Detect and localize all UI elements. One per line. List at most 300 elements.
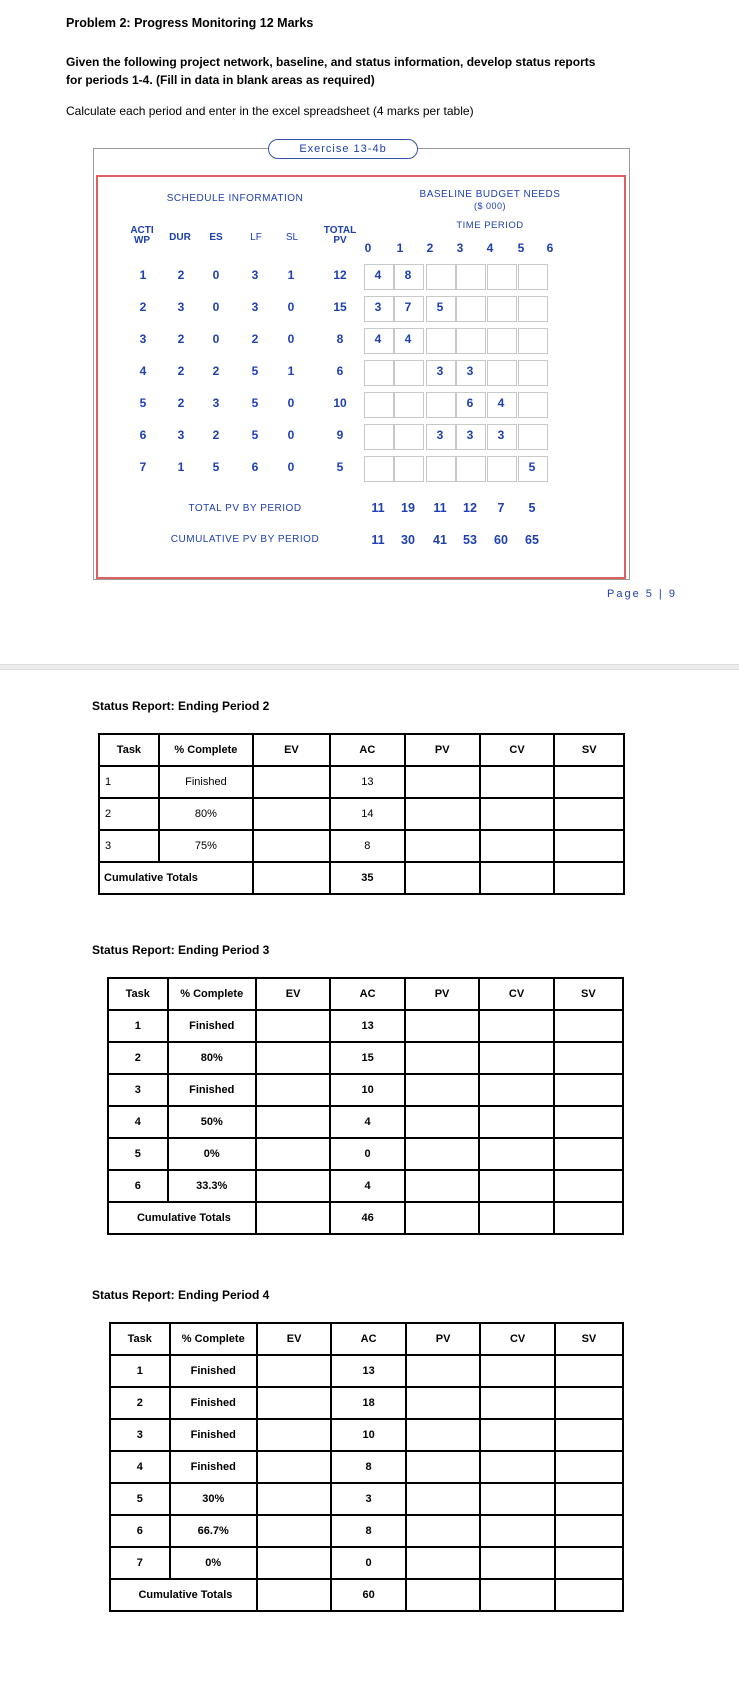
problem-description-line-2: for periods 1-4. (Fill in data in blank areas as required) <box>66 73 375 87</box>
column-header: AC <box>331 1323 406 1355</box>
pv-input-cell[interactable] <box>406 1387 481 1419</box>
baseline-cell-7-3 <box>426 456 456 482</box>
table-row <box>108 1170 623 1202</box>
percent-complete-cell: Finished <box>170 1387 257 1419</box>
pv-input-cell[interactable] <box>406 1419 481 1451</box>
percent-complete-cell: 0% <box>170 1547 257 1579</box>
total-cv-input-cell[interactable] <box>479 1202 553 1234</box>
task-cell: 6 <box>108 1170 168 1202</box>
total-sv-input-cell[interactable] <box>554 862 624 894</box>
sv-input-cell[interactable] <box>555 1355 623 1387</box>
column-header: % Complete <box>168 978 256 1010</box>
task-cell: 5 <box>110 1483 170 1515</box>
baseline-value-6-5: 3 <box>497 428 505 442</box>
sv-input-cell[interactable] <box>555 1387 623 1419</box>
column-header: Task <box>110 1323 170 1355</box>
schedule-dur-3: 2 <box>177 332 185 346</box>
cv-input-cell[interactable] <box>479 1010 553 1042</box>
schedule-dur-6: 3 <box>177 428 185 442</box>
task-cell: 2 <box>108 1042 168 1074</box>
schedule-pv-4: 6 <box>336 364 344 378</box>
table-row <box>108 1138 623 1170</box>
table-row <box>110 1387 623 1419</box>
period-2: 2 <box>426 241 434 255</box>
baseline-cell-3-4 <box>456 328 486 354</box>
ac-cell: 13 <box>331 1355 406 1387</box>
exercise-figure <box>0 0 739 600</box>
schedule-lf-4: 5 <box>251 364 259 378</box>
task-cell: 3 <box>99 830 159 862</box>
total-pv-period-2: 19 <box>401 501 415 515</box>
total-ac-cell: 60 <box>331 1579 406 1611</box>
col-header-pv-2: PV <box>333 235 347 246</box>
ev-input-cell[interactable] <box>257 1547 332 1579</box>
percent-complete-cell: 0% <box>168 1138 256 1170</box>
schedule-es-7: 5 <box>212 460 220 474</box>
schedule-pv-1: 12 <box>333 268 347 282</box>
baseline-cell-3-5 <box>487 328 517 354</box>
col-header-es: ES <box>209 232 223 243</box>
table-header-row <box>108 978 623 1010</box>
ev-input-cell[interactable] <box>257 1515 332 1547</box>
report-title-period-3: Status Report: Ending Period 3 <box>92 943 270 957</box>
ev-input-cell[interactable] <box>253 830 330 862</box>
schedule-pv-2: 15 <box>333 300 347 314</box>
baseline-cell-5-1 <box>364 392 394 418</box>
task-cell: 4 <box>108 1106 168 1138</box>
cumulative-totals-row <box>108 1202 623 1234</box>
ac-cell: 13 <box>330 766 405 798</box>
schedule-es-1: 0 <box>212 268 220 282</box>
baseline-units: ($ 000) <box>473 201 507 211</box>
schedule-sl-3: 0 <box>287 332 295 346</box>
total-pv-period-1: 11 <box>371 501 385 515</box>
pv-input-cell[interactable] <box>405 1042 479 1074</box>
total-sv-input-cell[interactable] <box>555 1579 623 1611</box>
ev-input-cell[interactable] <box>256 1138 330 1170</box>
baseline-cell-2-4 <box>456 296 486 322</box>
cv-input-cell[interactable] <box>480 1419 555 1451</box>
column-header: PV <box>405 978 479 1010</box>
ac-cell: 15 <box>330 1042 404 1074</box>
cumulative-totals-label: Cumulative Totals <box>108 1202 256 1234</box>
pv-input-cell[interactable] <box>405 766 480 798</box>
pv-input-cell[interactable] <box>406 1355 481 1387</box>
schedule-lf-1: 3 <box>251 268 259 282</box>
ac-cell: 0 <box>331 1547 406 1579</box>
baseline-value-7-6: 5 <box>528 460 536 474</box>
ev-input-cell[interactable] <box>256 1106 330 1138</box>
col-header-wp-1: ACTI <box>130 225 154 236</box>
schedule-wp-1: 1 <box>139 268 147 282</box>
percent-complete-cell: Finished <box>170 1355 257 1387</box>
schedule-sl-5: 0 <box>287 396 295 410</box>
table-row <box>110 1355 623 1387</box>
baseline-cell-5-3 <box>426 392 456 418</box>
total-pv-input-cell[interactable] <box>406 1579 481 1611</box>
cv-input-cell[interactable] <box>480 1483 555 1515</box>
pv-input-cell[interactable] <box>405 1010 479 1042</box>
percent-complete-cell: 75% <box>159 830 253 862</box>
total-pv-input-cell[interactable] <box>405 1202 479 1234</box>
column-header: AC <box>330 734 405 766</box>
cv-input-cell[interactable] <box>480 766 555 798</box>
ev-input-cell[interactable] <box>257 1387 332 1419</box>
time-period-label: TIME PERIOD <box>456 220 524 231</box>
percent-complete-cell: 33.3% <box>168 1170 256 1202</box>
cumulative-totals-label: Cumulative Totals <box>110 1579 257 1611</box>
pv-input-cell[interactable] <box>406 1451 481 1483</box>
pv-input-cell[interactable] <box>405 798 480 830</box>
total-pv-label: TOTAL PV BY PERIOD <box>188 503 302 514</box>
column-header: SV <box>555 1323 623 1355</box>
ac-cell: 14 <box>330 798 405 830</box>
baseline-cell-4-2 <box>394 360 424 386</box>
baseline-value-2-1: 3 <box>374 300 382 314</box>
total-sv-input-cell[interactable] <box>554 1202 623 1234</box>
ev-input-cell[interactable] <box>257 1355 332 1387</box>
cumulative-totals-label: Cumulative Totals <box>99 862 253 894</box>
percent-complete-cell: Finished <box>168 1010 256 1042</box>
page-number: Page 5 | 9 <box>607 588 677 600</box>
ac-cell: 10 <box>331 1419 406 1451</box>
cumulative-pv-period-6: 65 <box>525 533 539 547</box>
ev-input-cell[interactable] <box>256 1010 330 1042</box>
problem-description-line-1: Given the following project network, baseline, and status information, develop status reports <box>66 55 596 69</box>
task-cell: 1 <box>99 766 159 798</box>
sv-input-cell[interactable] <box>555 1515 623 1547</box>
column-header: EV <box>257 1323 332 1355</box>
total-pv-period-3: 11 <box>433 501 447 515</box>
ac-cell: 8 <box>330 830 405 862</box>
column-header: AC <box>330 978 404 1010</box>
baseline-cell-4-1 <box>364 360 394 386</box>
sv-input-cell[interactable] <box>555 1419 623 1451</box>
task-cell: 1 <box>110 1355 170 1387</box>
table-header-row <box>99 734 624 766</box>
column-header: Task <box>108 978 168 1010</box>
ev-input-cell[interactable] <box>253 766 330 798</box>
task-cell: 7 <box>110 1547 170 1579</box>
table-row <box>108 1010 623 1042</box>
baseline-value-2-3: 5 <box>436 300 444 314</box>
sv-input-cell[interactable] <box>554 1138 623 1170</box>
sv-input-cell[interactable] <box>555 1483 623 1515</box>
total-pv-period-6: 5 <box>528 501 536 515</box>
pv-input-cell[interactable] <box>405 1138 479 1170</box>
table-row <box>110 1515 623 1547</box>
schedule-pv-5: 10 <box>333 396 347 410</box>
cumulative-pv-label: CUMULATIVE PV BY PERIOD <box>170 534 320 545</box>
table-row <box>110 1419 623 1451</box>
period-1: 1 <box>396 241 404 255</box>
schedule-wp-5: 5 <box>139 396 147 410</box>
schedule-sl-2: 0 <box>287 300 295 314</box>
sv-input-cell[interactable] <box>555 1451 623 1483</box>
task-cell: 4 <box>110 1451 170 1483</box>
schedule-es-5: 3 <box>212 396 220 410</box>
sv-input-cell[interactable] <box>554 1042 623 1074</box>
period-0: 0 <box>364 241 372 255</box>
baseline-cell-1-6 <box>518 264 548 290</box>
sv-input-cell[interactable] <box>554 1074 623 1106</box>
baseline-cell-1-3 <box>426 264 456 290</box>
table-row <box>108 1106 623 1138</box>
sv-input-cell[interactable] <box>554 1106 623 1138</box>
task-cell: 1 <box>108 1010 168 1042</box>
baseline-cell-6-6 <box>518 424 548 450</box>
baseline-value-3-1: 4 <box>374 332 382 346</box>
cumulative-pv-period-1: 11 <box>371 533 385 547</box>
sv-input-cell[interactable] <box>554 766 624 798</box>
schedule-dur-4: 2 <box>177 364 185 378</box>
column-header: SV <box>554 734 624 766</box>
baseline-value-2-2: 7 <box>404 300 412 314</box>
pv-input-cell[interactable] <box>406 1547 481 1579</box>
report-title-period-4: Status Report: Ending Period 4 <box>92 1288 270 1302</box>
baseline-cell-4-5 <box>487 360 517 386</box>
column-header: EV <box>253 734 330 766</box>
table-row <box>108 1042 623 1074</box>
cv-input-cell[interactable] <box>480 1451 555 1483</box>
column-header: CV <box>480 734 555 766</box>
ac-cell: 13 <box>330 1010 404 1042</box>
table-row <box>99 830 624 862</box>
baseline-value-5-4: 6 <box>466 396 474 410</box>
pv-input-cell[interactable] <box>405 1074 479 1106</box>
table-row <box>110 1547 623 1579</box>
baseline-value-6-4: 3 <box>466 428 474 442</box>
column-header: Task <box>99 734 159 766</box>
schedule-sl-6: 0 <box>287 428 295 442</box>
cumulative-totals-row <box>99 862 624 894</box>
pv-input-cell[interactable] <box>406 1515 481 1547</box>
schedule-pv-3: 8 <box>336 332 344 346</box>
total-ac-cell: 35 <box>330 862 405 894</box>
column-header: PV <box>406 1323 481 1355</box>
baseline-cell-7-2 <box>394 456 424 482</box>
cv-input-cell[interactable] <box>480 1355 555 1387</box>
ac-cell: 18 <box>331 1387 406 1419</box>
total-ev-input-cell[interactable] <box>257 1579 332 1611</box>
ac-cell: 4 <box>330 1106 404 1138</box>
schedule-wp-4: 4 <box>139 364 147 378</box>
percent-complete-cell: 50% <box>168 1106 256 1138</box>
baseline-value-3-2: 4 <box>404 332 412 346</box>
percent-complete-cell: 30% <box>170 1483 257 1515</box>
column-header: % Complete <box>159 734 253 766</box>
cv-input-cell[interactable] <box>479 1138 553 1170</box>
period-5: 5 <box>517 241 525 255</box>
percent-complete-cell: Finished <box>168 1074 256 1106</box>
percent-complete-cell: 80% <box>159 798 253 830</box>
baseline-cell-2-5 <box>487 296 517 322</box>
problem-instruction: Calculate each period and enter in the excel spreadsheet (4 marks per table) <box>66 104 474 118</box>
schedule-header: SCHEDULE INFORMATION <box>166 193 304 204</box>
ac-cell: 8 <box>331 1515 406 1547</box>
pv-input-cell[interactable] <box>405 1170 479 1202</box>
column-header: SV <box>554 978 623 1010</box>
period-3: 3 <box>456 241 464 255</box>
table-row <box>108 1074 623 1106</box>
cumulative-totals-row <box>110 1579 623 1611</box>
sv-input-cell[interactable] <box>555 1547 623 1579</box>
baseline-cell-3-6 <box>518 328 548 354</box>
cv-input-cell[interactable] <box>479 1106 553 1138</box>
col-header-wp-2: WP <box>133 235 151 246</box>
page-divider <box>0 664 739 670</box>
schedule-dur-1: 2 <box>177 268 185 282</box>
total-ac-cell: 46 <box>330 1202 404 1234</box>
status-report-period-3 <box>107 977 624 1235</box>
schedule-es-2: 0 <box>212 300 220 314</box>
col-header-lf: LF <box>250 232 262 243</box>
ev-input-cell[interactable] <box>257 1419 332 1451</box>
baseline-value-5-5: 4 <box>497 396 505 410</box>
ev-input-cell[interactable] <box>256 1170 330 1202</box>
sv-input-cell[interactable] <box>554 830 624 862</box>
percent-complete-cell: 80% <box>168 1042 256 1074</box>
total-ev-input-cell[interactable] <box>253 862 330 894</box>
table-row <box>110 1483 623 1515</box>
total-cv-input-cell[interactable] <box>480 1579 555 1611</box>
schedule-pv-6: 9 <box>336 428 344 442</box>
ac-cell: 3 <box>331 1483 406 1515</box>
task-cell: 2 <box>110 1387 170 1419</box>
table-row <box>99 766 624 798</box>
baseline-cell-6-2 <box>394 424 424 450</box>
baseline-cell-7-4 <box>456 456 486 482</box>
period-6: 6 <box>546 241 554 255</box>
schedule-lf-7: 6 <box>251 460 259 474</box>
baseline-cell-5-2 <box>394 392 424 418</box>
percent-complete-cell: Finished <box>170 1451 257 1483</box>
baseline-cell-1-5 <box>487 264 517 290</box>
schedule-wp-6: 6 <box>139 428 147 442</box>
column-header: PV <box>405 734 480 766</box>
cumulative-pv-period-3: 41 <box>433 533 447 547</box>
schedule-lf-3: 2 <box>251 332 259 346</box>
total-pv-period-5: 7 <box>497 501 505 515</box>
period-4: 4 <box>486 241 494 255</box>
cv-input-cell[interactable] <box>480 1387 555 1419</box>
column-header: EV <box>256 978 330 1010</box>
status-report-period-2 <box>98 733 625 895</box>
task-cell: 3 <box>108 1074 168 1106</box>
table-row <box>110 1451 623 1483</box>
baseline-cell-7-5 <box>487 456 517 482</box>
status-report-period-4 <box>109 1322 624 1612</box>
sv-input-cell[interactable] <box>554 1010 623 1042</box>
baseline-cell-3-3 <box>426 328 456 354</box>
schedule-dur-7: 1 <box>177 460 185 474</box>
baseline-value-4-3: 3 <box>436 364 444 378</box>
column-header: % Complete <box>170 1323 257 1355</box>
baseline-cell-5-6 <box>518 392 548 418</box>
schedule-pv-7: 5 <box>336 460 344 474</box>
ac-cell: 8 <box>331 1451 406 1483</box>
total-ev-input-cell[interactable] <box>256 1202 330 1234</box>
schedule-es-3: 0 <box>212 332 220 346</box>
cumulative-pv-period-5: 60 <box>494 533 508 547</box>
ev-input-cell[interactable] <box>253 798 330 830</box>
task-cell: 2 <box>99 798 159 830</box>
baseline-value-6-3: 3 <box>436 428 444 442</box>
schedule-lf-6: 5 <box>251 428 259 442</box>
schedule-lf-2: 3 <box>251 300 259 314</box>
cumulative-pv-period-2: 30 <box>401 533 415 547</box>
column-header: CV <box>479 978 553 1010</box>
ac-cell: 10 <box>330 1074 404 1106</box>
baseline-cell-7-1 <box>364 456 394 482</box>
problem-title: Problem 2: Progress Monitoring 12 Marks <box>66 16 314 30</box>
cv-input-cell[interactable] <box>479 1074 553 1106</box>
ac-cell: 4 <box>330 1170 404 1202</box>
cv-input-cell[interactable] <box>480 798 555 830</box>
cv-input-cell[interactable] <box>480 830 555 862</box>
total-pv-input-cell[interactable] <box>405 862 480 894</box>
column-header: CV <box>480 1323 555 1355</box>
schedule-sl-4: 1 <box>287 364 295 378</box>
table-row <box>99 798 624 830</box>
baseline-cell-2-6 <box>518 296 548 322</box>
col-header-pv-1: TOTAL <box>323 225 357 236</box>
col-header-sl: SL <box>285 232 299 243</box>
baseline-value-1-2: 8 <box>404 268 412 282</box>
cv-input-cell[interactable] <box>479 1170 553 1202</box>
schedule-sl-7: 0 <box>287 460 295 474</box>
pv-input-cell[interactable] <box>405 830 480 862</box>
schedule-wp-3: 3 <box>139 332 147 346</box>
pv-input-cell[interactable] <box>405 1106 479 1138</box>
task-cell: 3 <box>110 1419 170 1451</box>
sv-input-cell[interactable] <box>554 1170 623 1202</box>
baseline-header: BASELINE BUDGET NEEDS <box>419 189 561 200</box>
baseline-cell-6-1 <box>364 424 394 450</box>
ev-input-cell[interactable] <box>256 1074 330 1106</box>
schedule-es-4: 2 <box>212 364 220 378</box>
total-cv-input-cell[interactable] <box>480 862 555 894</box>
task-cell: 6 <box>110 1515 170 1547</box>
report-title-period-2: Status Report: Ending Period 2 <box>92 699 270 713</box>
percent-complete-cell: Finished <box>170 1419 257 1451</box>
task-cell: 5 <box>108 1138 168 1170</box>
ev-input-cell[interactable] <box>257 1483 332 1515</box>
cumulative-pv-period-4: 53 <box>463 533 477 547</box>
total-pv-period-4: 12 <box>463 501 477 515</box>
schedule-sl-1: 1 <box>287 268 295 282</box>
baseline-value-1-1: 4 <box>374 268 382 282</box>
schedule-es-6: 2 <box>212 428 220 442</box>
col-header-dur: DUR <box>169 232 191 243</box>
ac-cell: 0 <box>330 1138 404 1170</box>
pv-input-cell[interactable] <box>406 1483 481 1515</box>
baseline-value-4-4: 3 <box>466 364 474 378</box>
sv-input-cell[interactable] <box>554 798 624 830</box>
exercise-label: Exercise 13-4b <box>268 139 418 159</box>
baseline-cell-1-4 <box>456 264 486 290</box>
percent-complete-cell: Finished <box>159 766 253 798</box>
cv-input-cell[interactable] <box>479 1042 553 1074</box>
cv-input-cell[interactable] <box>480 1515 555 1547</box>
cv-input-cell[interactable] <box>480 1547 555 1579</box>
percent-complete-cell: 66.7% <box>170 1515 257 1547</box>
schedule-dur-5: 2 <box>177 396 185 410</box>
ev-input-cell[interactable] <box>257 1451 332 1483</box>
schedule-lf-5: 5 <box>251 396 259 410</box>
table-header-row <box>110 1323 623 1355</box>
ev-input-cell[interactable] <box>256 1042 330 1074</box>
